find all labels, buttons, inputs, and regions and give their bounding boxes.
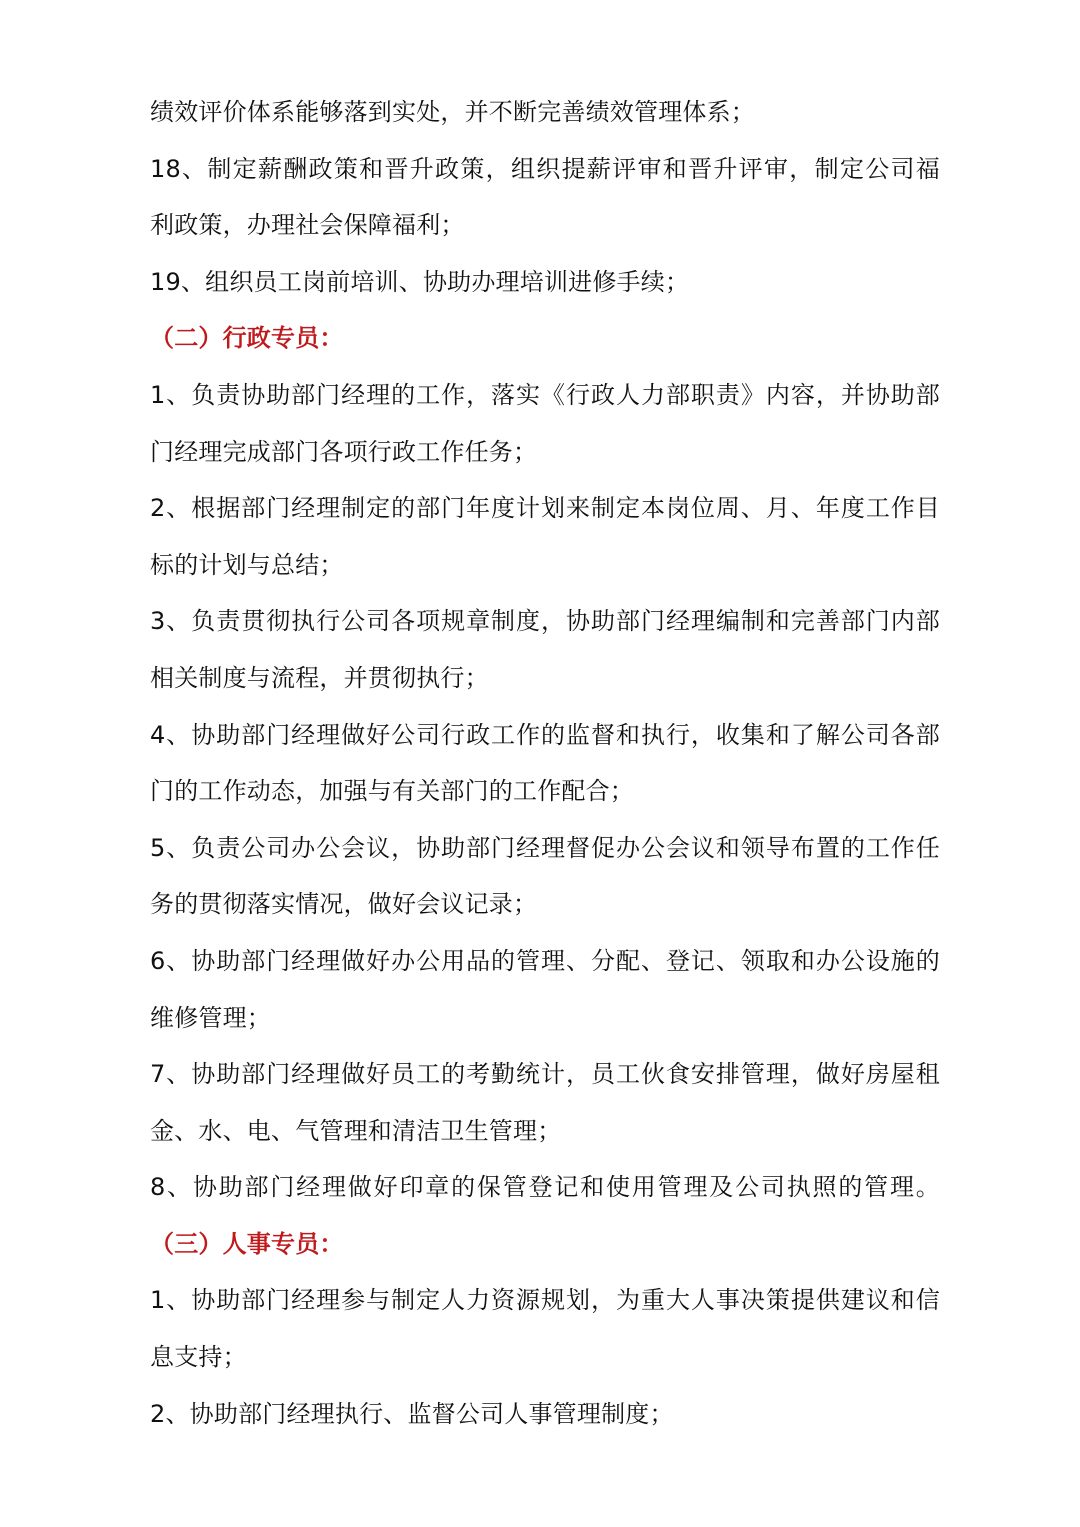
text-line: 维修管理； <box>150 1003 271 1032</box>
text-line: 5、负责公司办公会议，协助部门经理督促办公会议和领导布置的工作任 <box>150 833 940 862</box>
text-line: 金、水、电、气管理和清洁卫生管理； <box>150 1116 562 1145</box>
text-line: 2、协助部门经理执行、监督公司人事管理制度； <box>150 1399 674 1428</box>
text-line: 1、协助部门经理参与制定人力资源规划，为重大人事决策提供建议和信 <box>150 1286 940 1315</box>
text-line: 3、负责贯彻执行公司各项规章制度，协助部门经理编制和完善部门内部 <box>150 607 940 636</box>
text-line: 相关制度与流程，并贯彻执行； <box>150 663 489 692</box>
text-line: 绩效评价体系能够落到实处，并不断完善绩效管理体系； <box>150 98 755 126</box>
text-line: 门的工作动态，加强与有关部门的工作配合； <box>150 777 634 806</box>
document-page <box>150 84 940 1442</box>
section-heading-hr: （三）人事专员： <box>150 1229 344 1258</box>
text-line: 6、协助部门经理做好办公用品的管理、分配、登记、领取和办公设施的 <box>150 946 940 975</box>
text-line: 务的贯彻落实情况，做好会议记录； <box>150 890 538 919</box>
text-line: 19、组织员工岗前培训、协助办理培训进修手续； <box>150 267 690 296</box>
text-line: 8、协助部门经理做好印章的保管登记和使用管理及公司执照的管理。 <box>150 1173 940 1202</box>
text-line: 1、负责协助部门经理的工作，落实《行政人力部职责》内容，并协助部 <box>150 380 940 409</box>
text-line: 门经理完成部门各项行政工作任务； <box>150 437 538 466</box>
text-line: 4、协助部门经理做好公司行政工作的监督和执行，收集和了解公司各部 <box>150 720 940 749</box>
text-line: 息支持； <box>150 1343 247 1372</box>
text-line: 7、协助部门经理做好员工的考勤统计，员工伙食安排管理，做好房屋租 <box>150 1060 940 1089</box>
text-line: 利政策，办理社会保障福利； <box>150 211 465 240</box>
section-heading-admin: （二）行政专员： <box>150 324 344 353</box>
text-line: 标的计划与总结； <box>150 550 344 579</box>
text-line: 2、根据部门经理制定的部门年度计划来制定本岗位周、月、年度工作目 <box>150 494 940 523</box>
text-line: 18、制定薪酬政策和晋升政策，组织提薪评审和晋升评审，制定公司福 <box>150 154 940 183</box>
